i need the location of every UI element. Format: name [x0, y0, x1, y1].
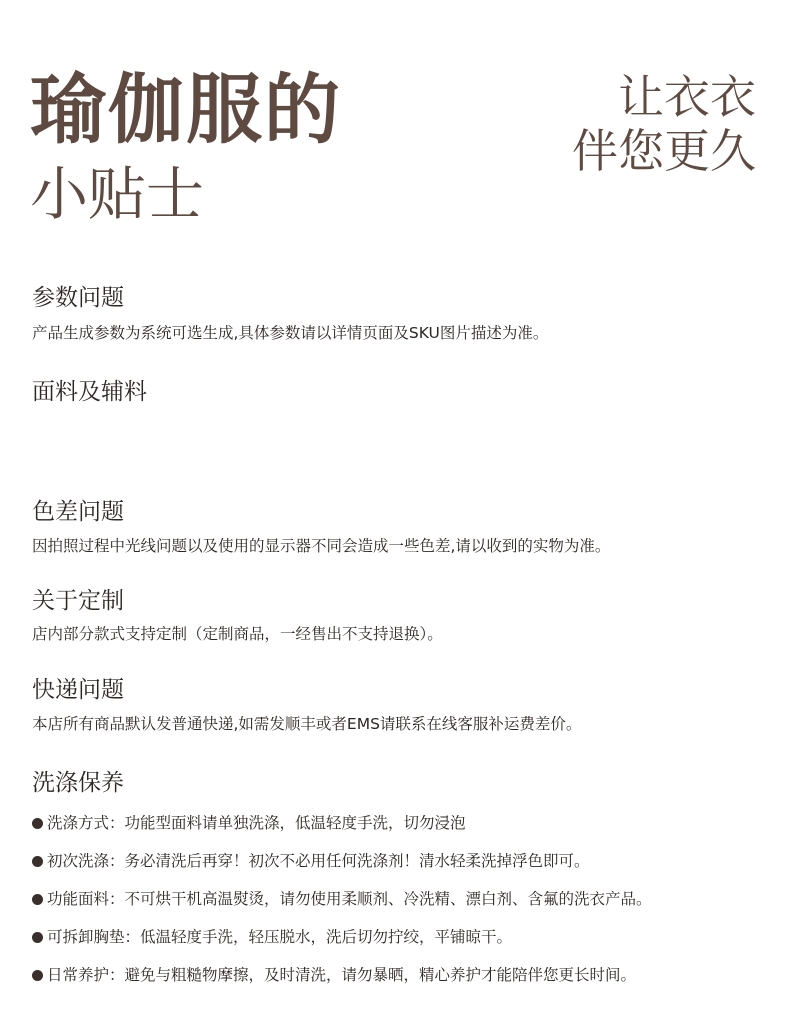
slogan-line-2: 伴您更久: [572, 124, 756, 178]
care-item-text: 可拆卸胸垫：低温轻度手洗，轻压脱水，洗后切勿拧绞，平铺晾干。: [47, 928, 513, 946]
shipping-text: 本店所有商品默认发普通快递,如需发顺丰或者EMS请联系在线客服补运费差价。: [32, 715, 582, 733]
color-text: 因拍照过程中光线问题以及使用的显示器不同会造成一些色差,请以收到的实物为准。: [32, 537, 611, 555]
shipping-heading: 快递问题: [32, 677, 124, 703]
care-item-text: 日常养护：避免与粗糙物摩擦，及时清洗，请勿暴晒，精心养护才能陪伴您更长时间。: [47, 966, 637, 984]
care-item-functional-fabric: [32, 892, 652, 908]
care-item-text: 洗涤方式：功能型面料请单独洗涤，低温轻度手洗，切勿浸泡: [47, 814, 466, 832]
custom-heading: 关于定制: [32, 588, 124, 614]
params-heading: 参数问题: [32, 285, 124, 311]
bullet-icon: [32, 970, 43, 981]
care-heading: 洗涤保养: [32, 770, 124, 796]
color-heading: 色差问题: [32, 499, 124, 525]
bullet-icon: [32, 894, 43, 905]
care-item-removable-pad: [32, 930, 512, 946]
care-item-first-wash: [32, 854, 590, 870]
care-item-washing-method: [32, 816, 466, 832]
care-item-text: 初次洗涤：务必清洗后再穿！初次不必用任何洗涤剂！清水轻柔洗掉浮色即可。: [47, 852, 590, 870]
care-item-daily-care: [32, 968, 636, 984]
custom-text: 店内部分款式支持定制（定制商品，一经售出不支持退换）。: [32, 625, 443, 643]
bullet-icon: [32, 818, 43, 829]
params-text: 产品生成参数为系统可选生成,具体参数请以详情页面及SKU图片描述为准。: [32, 324, 549, 342]
care-item-text: 功能面料：不可烘干机高温熨烫，请勿使用柔顺剂、冷洗精、漂白剂、含氟的洗衣产品。: [47, 890, 652, 908]
page-title: 瑜伽服的: [30, 65, 342, 154]
bullet-icon: [32, 932, 43, 943]
slogan: [572, 70, 756, 178]
slogan-line-1: 让衣衣: [618, 70, 756, 124]
bullet-icon: [32, 856, 43, 867]
fabric-heading: 面料及辅料: [32, 379, 147, 405]
page-subtitle: 小贴士: [30, 160, 205, 228]
